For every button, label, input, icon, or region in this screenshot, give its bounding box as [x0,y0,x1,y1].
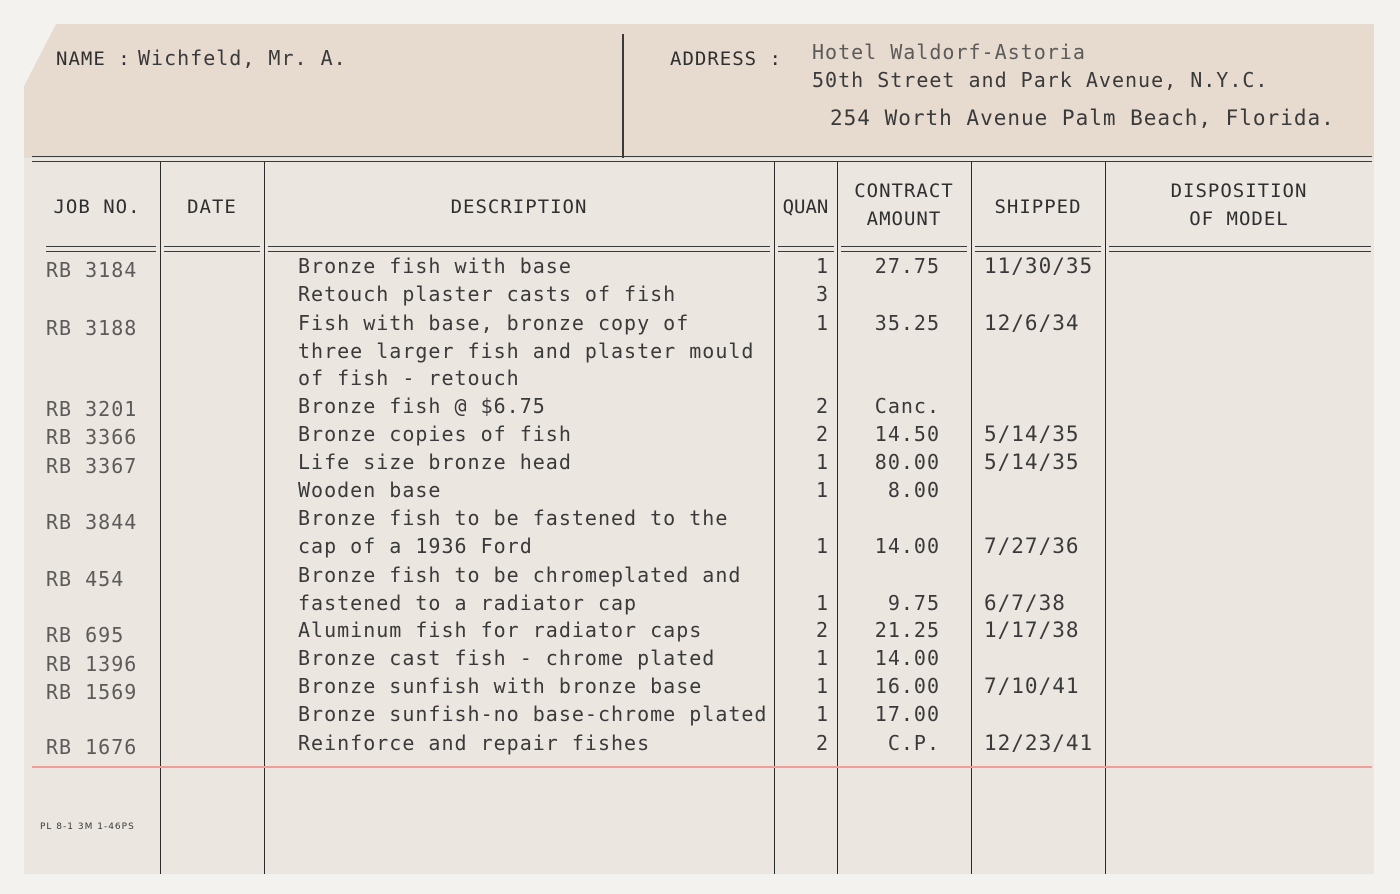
col-rule-amount [841,246,967,252]
row-quantity: 1 [816,646,830,670]
row-description: cap of a 1936 Ford [298,534,533,558]
row-quantity: 1 [816,311,830,335]
row-job-no: RB 695 [46,623,125,647]
row-job-no: RB 454 [46,567,125,591]
header-divider [622,34,624,158]
row-quantity: 2 [816,394,830,418]
row-shipped-date: 5/14/35 [984,450,1080,474]
name-value: Wichfeld, Mr. A. [138,46,347,70]
row-contract-amount: 17.00 [874,702,940,726]
row-contract-amount: 35.25 [874,311,940,335]
row-quantity: 1 [816,478,830,502]
address-line-3: 254 Worth Avenue Palm Beach, Florida. [830,106,1335,130]
col-header-shipped: SHIPPED [994,196,1082,218]
row-job-no: RB 1676 [46,735,138,759]
header-rule [32,156,1372,162]
row-shipped-date: 12/23/41 [984,731,1094,755]
address-line-1: Hotel Waldorf-Astoria [812,40,1086,64]
name-label: NAME : [56,48,131,70]
row-job-no: RB 1396 [46,652,138,676]
col-header-amount: AMOUNT [866,208,942,230]
row-quantity: 1 [816,450,830,474]
row-description: Bronze fish with base [298,254,572,278]
row-quantity: 1 [816,591,830,615]
row-quantity: 2 [816,731,830,755]
row-shipped-date: 1/17/38 [984,618,1080,642]
row-description: Bronze sunfish-no base-chrome plated [298,702,768,726]
row-quantity: 1 [816,674,830,698]
row-job-no: RB 3844 [46,510,138,534]
row-job-no: RB 3366 [46,425,138,449]
row-description: Life size bronze head [298,450,572,474]
red-rule [32,766,1372,768]
row-contract-amount: 27.75 [874,254,940,278]
address-label: ADDRESS : [670,48,782,70]
row-description: Aluminum fish for radiator caps [298,618,703,642]
col-header-quan: QUAN [782,196,829,218]
row-description: Reinforce and repair fishes [298,731,651,755]
row-description: Bronze sunfish with bronze base [298,674,703,698]
row-contract-amount: 14.00 [874,534,940,558]
col-header-contract: CONTRACT [854,180,954,202]
row-description: Bronze fish @ $6.75 [298,394,546,418]
col-header-disposition: DISPOSITION [1170,180,1308,202]
row-shipped-date: 7/10/41 [984,674,1080,698]
col-header-description: DESCRIPTION [450,196,588,218]
row-description: Fish with base, bronze copy of [298,311,690,335]
row-contract-amount: C.P. [887,731,940,755]
row-description: Retouch plaster casts of fish [298,282,677,306]
col-header-job-no: JOB NO. [53,196,141,218]
row-contract-amount: Canc. [874,394,940,418]
row-quantity: 1 [816,702,830,726]
row-contract-amount: 80.00 [874,450,940,474]
col-rule-disposition [1109,246,1371,252]
row-shipped-date: 11/30/35 [984,254,1094,278]
row-quantity: 2 [816,618,830,642]
col-header-date: DATE [187,196,237,218]
col-rule-job [46,246,156,252]
row-shipped-date: 6/7/38 [984,591,1066,615]
col-rule-description [268,246,770,252]
row-contract-amount: 8.00 [887,478,940,502]
row-quantity: 3 [816,282,830,306]
row-shipped-date: 12/6/34 [984,311,1080,335]
row-quantity: 2 [816,422,830,446]
row-description: of fish - retouch [298,366,520,390]
row-description: Bronze cast fish - chrome plated [298,646,716,670]
row-description: Bronze fish to be fastened to the [298,506,729,530]
record-card [24,24,1374,874]
row-shipped-date: 5/14/35 [984,422,1080,446]
row-job-no: RB 3367 [46,454,138,478]
row-job-no: RB 3188 [46,316,138,340]
row-job-no: RB 1569 [46,680,138,704]
row-shipped-date: 7/27/36 [984,534,1080,558]
row-quantity: 1 [816,534,830,558]
form-code: PL 8-1 3M 1-46PS [40,822,135,832]
row-contract-amount: 14.50 [874,422,940,446]
row-job-no: RB 3201 [46,397,138,421]
row-job-no: RB 3184 [46,258,138,282]
col-rule-shipped [975,246,1101,252]
col-rule-date [164,246,260,252]
row-description: Wooden base [298,478,442,502]
address-line-2: 50th Street and Park Avenue, N.Y.C. [812,68,1269,92]
col-rule-quan [778,246,834,252]
row-contract-amount: 9.75 [887,591,940,615]
row-contract-amount: 14.00 [874,646,940,670]
row-description: Bronze fish to be chromeplated and [298,563,742,587]
row-contract-amount: 21.25 [874,618,940,642]
row-description: three larger fish and plaster mould [298,339,755,363]
row-description: Bronze copies of fish [298,422,572,446]
row-contract-amount: 16.00 [874,674,940,698]
row-quantity: 1 [816,254,830,278]
col-header-of-model: OF MODEL [1189,208,1289,230]
row-description: fastened to a radiator cap [298,591,638,615]
